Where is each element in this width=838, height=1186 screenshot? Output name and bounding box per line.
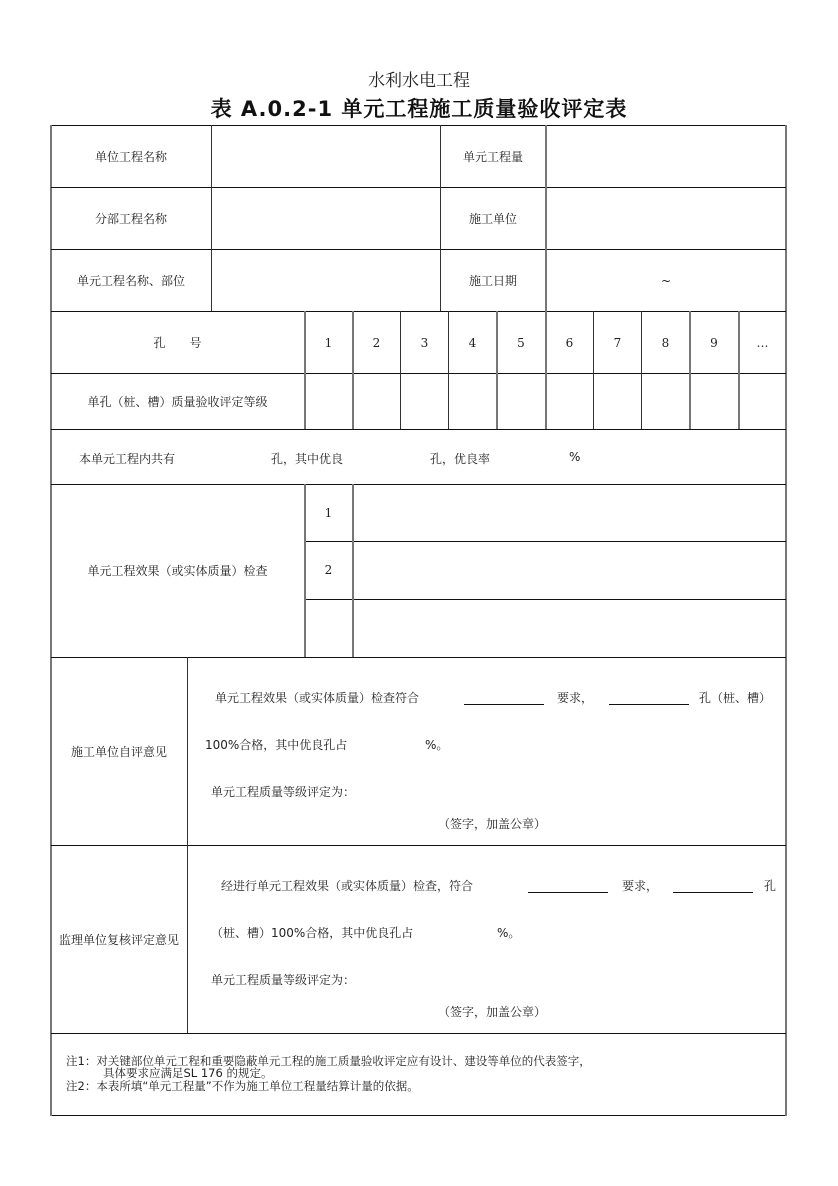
note-1: 注1：对关键部位单元工程和重要隐蔽单元工程的施工质量验收评定应有设计、建设等单位的代表签字， xyxy=(66,1054,591,1068)
inspection-item-content[interactable] xyxy=(354,485,785,541)
contractor-field[interactable] xyxy=(547,188,785,249)
summary-rate-label: 孔，优良率 xyxy=(430,452,491,466)
supervisor-excellent-percent-field[interactable] xyxy=(425,920,495,942)
label-unit-quantity: 单元工程量 xyxy=(462,149,523,164)
construction-date-field[interactable]: ~ xyxy=(660,273,672,288)
summary-total-label: 本单元工程内共有 xyxy=(79,452,176,466)
supervisor-grade-label: 单元工程质量等级评定为： xyxy=(211,973,356,987)
excellent-holes-field[interactable] xyxy=(352,440,428,474)
hole-grade-cell[interactable] xyxy=(594,374,641,429)
hole-number-cell: 7 xyxy=(613,335,622,350)
contractor-line1-requirement: 要求， xyxy=(557,691,594,705)
inspection-item-number xyxy=(305,599,352,657)
label-element-name-location: 单元工程名称、部位 xyxy=(76,273,185,288)
table-border-right xyxy=(785,125,787,1116)
hole-number-cell: 5 xyxy=(517,335,525,350)
hole-number-cell: 1 xyxy=(324,335,333,350)
hole-grade-cell[interactable] xyxy=(401,374,448,429)
hole-grade-cell[interactable] xyxy=(353,374,400,429)
hole-grade-cell[interactable] xyxy=(497,374,545,429)
total-holes-field[interactable] xyxy=(190,440,268,474)
label-contractor-opinion: 施工单位自评意见 xyxy=(70,744,167,759)
note-1-continuation: 具体要求应满足SL 176 的规定。 xyxy=(103,1066,273,1080)
supervisor-holes-blank[interactable] xyxy=(673,892,753,893)
contractor-holes-blank[interactable] xyxy=(609,704,689,705)
inspection-item-number: 1 xyxy=(324,505,333,520)
hole-number-cell: 6 xyxy=(565,335,574,350)
sub-project-name-field[interactable] xyxy=(212,188,440,249)
hole-grade-cell[interactable] xyxy=(642,374,689,429)
label-supervisor-opinion: 监理单位复核评定意见 xyxy=(58,932,179,947)
note-2: 注2：本表所填“单元工程量”不作为施工单位工程量结算计量的依据。 xyxy=(66,1079,419,1093)
hole-grade-cell[interactable] xyxy=(690,374,738,429)
label-sub-project-name: 分部工程名称 xyxy=(94,211,167,226)
contractor-line2-text: 100%合格，其中优良孔占 xyxy=(205,738,348,752)
contractor-standard-blank[interactable] xyxy=(464,704,544,705)
hole-grade-cell[interactable] xyxy=(546,374,593,429)
supervisor-line1-requirement: 要求， xyxy=(622,879,659,893)
form-subtitle: 水利水电工程 xyxy=(368,71,470,91)
hole-grade-cell[interactable] xyxy=(739,374,786,429)
label-hole-grade: 单孔（桩、槽）质量验收评定等级 xyxy=(87,394,268,409)
supervisor-line2-text: （桩、槽）100%合格，其中优良孔占 xyxy=(211,926,414,940)
label-hole-number: 孔 号 xyxy=(153,335,202,350)
supervisor-signature: （签字，加盖公章） xyxy=(438,1005,547,1019)
hole-number-cell: 4 xyxy=(468,335,477,350)
hole-number-cell: 3 xyxy=(420,335,429,350)
hole-grade-cell[interactable] xyxy=(449,374,496,429)
summary-excellent-label: 孔，其中优良 xyxy=(271,452,344,466)
hole-number-cell: 2 xyxy=(372,335,381,350)
supervisor-line1-holes: 孔 xyxy=(764,879,777,893)
label-contractor: 施工单位 xyxy=(468,211,517,226)
contractor-line2-percent: %。 xyxy=(425,738,449,752)
col-divider xyxy=(187,657,188,1033)
inspection-item-number: 2 xyxy=(324,563,333,577)
contractor-line1-holes: 孔（桩、槽） xyxy=(699,691,772,705)
label-unit-project-name: 单位工程名称 xyxy=(94,149,167,164)
form-title: 表 A.0.2-1 单元工程施工质量验收评定表 xyxy=(210,97,628,121)
summary-percent-sign: % xyxy=(569,450,581,464)
hole-number-cell: 8 xyxy=(661,335,670,350)
contractor-grade-field[interactable] xyxy=(370,778,750,802)
hole-grade-cell[interactable] xyxy=(305,374,352,429)
hole-number-cell: 9 xyxy=(710,335,718,350)
row-divider xyxy=(51,429,786,430)
supervisor-grade-field[interactable] xyxy=(370,966,750,990)
element-name-location-field[interactable] xyxy=(212,250,440,311)
supervisor-line1-text: 经进行单元工程效果（或实体质量）检查，符合 xyxy=(221,879,474,893)
contractor-excellent-percent-field[interactable] xyxy=(355,732,423,754)
supervisor-line2-percent: %。 xyxy=(497,926,521,940)
row-divider xyxy=(51,1033,786,1034)
contractor-signature: （签字，加盖公章） xyxy=(438,817,547,831)
table-border-bottom xyxy=(51,1115,786,1116)
hole-number-cell: … xyxy=(756,335,769,350)
unit-quantity-field[interactable] xyxy=(547,126,785,187)
contractor-line1-text: 单元工程效果（或实体质量）检查符合 xyxy=(215,691,420,705)
label-construction-date: 施工日期 xyxy=(468,273,517,288)
unit-project-name-field[interactable] xyxy=(212,126,440,187)
inspection-item-content[interactable] xyxy=(354,542,785,599)
supervisor-standard-blank[interactable] xyxy=(528,892,608,893)
inspection-item-content[interactable] xyxy=(354,600,785,657)
excellent-rate-field[interactable] xyxy=(500,440,566,474)
label-effect-inspection: 单元工程效果（或实体质量）检查 xyxy=(87,564,268,578)
contractor-grade-label: 单元工程质量等级评定为： xyxy=(211,785,356,799)
